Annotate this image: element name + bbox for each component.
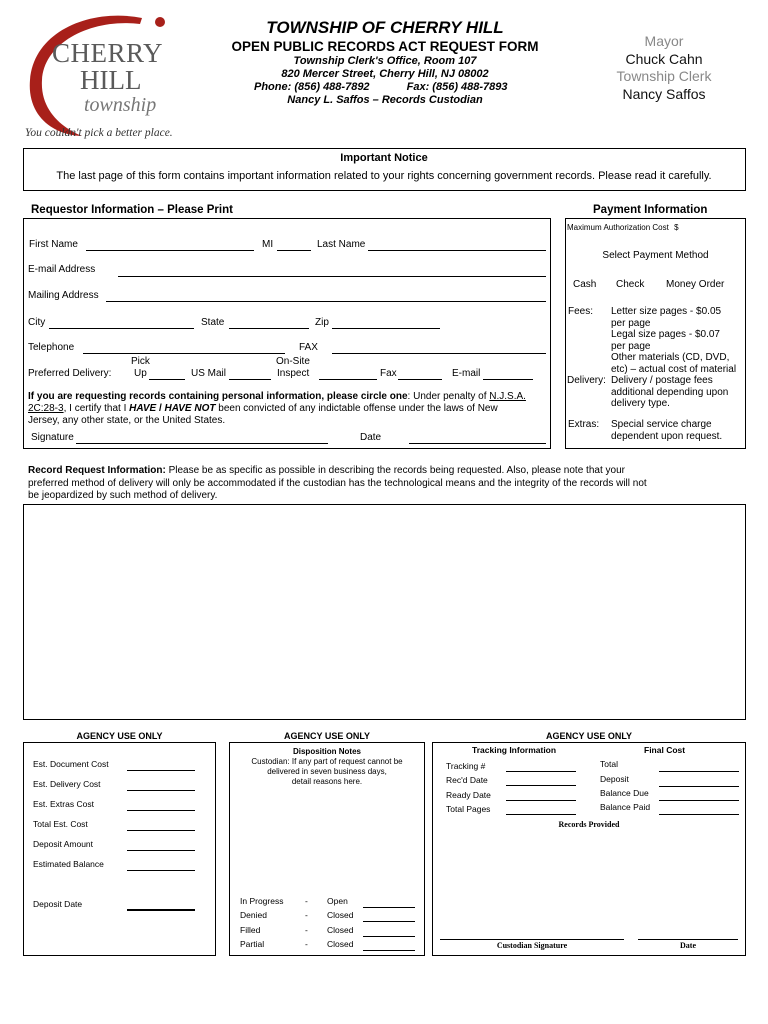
cost-row-5-label: Estimated Balance (33, 859, 104, 869)
custodian-signature-label: Custodian Signature (496, 941, 568, 950)
have-option[interactable]: HAVE (129, 403, 157, 414)
fees-details (611, 306, 745, 375)
extras-label: Extras: (568, 419, 600, 430)
status-1-field[interactable] (363, 921, 415, 922)
logo-word-cherry: CHERRY (52, 38, 164, 68)
status-0-a: In Progress (240, 896, 284, 906)
status-3-b: Closed (327, 939, 354, 949)
clerk-label: Township Clerk (616, 68, 712, 84)
statute-ref: 2C:28-3 (28, 403, 64, 414)
pickup-top: Pick (131, 356, 150, 367)
mi-label: MI (262, 239, 274, 250)
record-request-textarea[interactable] (23, 504, 746, 720)
max-cost-field[interactable] (696, 232, 740, 233)
pickup-field[interactable] (149, 379, 185, 380)
status-3-dash: - (305, 939, 308, 949)
status-2-a: Filled (240, 925, 261, 935)
select-payment-label: Select Payment Method (602, 250, 709, 261)
money-order-option[interactable]: Money Order (666, 279, 725, 290)
status-0-dash: - (305, 896, 308, 906)
last-name-field[interactable] (368, 250, 546, 251)
certify-text: , I certify that I (63, 403, 130, 414)
fee-letter: Letter size pages - $0.05 (611, 306, 722, 317)
cost-row-4-field[interactable] (127, 850, 195, 851)
fax-label: FAX (299, 342, 318, 353)
fees-label: Fees: (568, 306, 594, 317)
signature-field[interactable] (76, 443, 328, 444)
usmail-label: US Mail (191, 368, 227, 379)
cost-row-0-field[interactable] (127, 770, 195, 771)
clerk-name: Nancy Saffos (622, 86, 706, 102)
agency-heading-1: AGENCY USE ONLY (76, 731, 163, 741)
email-delivery-field[interactable] (483, 379, 533, 380)
extras-line2: dependent upon request. (611, 430, 723, 442)
status-3-field[interactable] (363, 950, 415, 951)
records-provided-label: Records Provided (558, 820, 620, 829)
fee-other: Other materials (CD, DVD, (611, 352, 730, 363)
first-name-field[interactable] (86, 250, 254, 251)
cost-row-2-label: Est. Extras Cost (33, 799, 94, 809)
have-slash: / (156, 403, 165, 414)
logo-tagline: You couldn't pick a better place. (25, 127, 173, 139)
custodian-date-label: Date (680, 941, 696, 950)
agency-cost-box (23, 742, 216, 956)
tracking-heading: Tracking Information (472, 745, 557, 755)
max-cost-label (567, 223, 679, 232)
have-not-option[interactable]: HAVE NOT (164, 403, 216, 414)
deposit-date-field[interactable] (127, 909, 195, 911)
delivery-line3: delivery type. (611, 398, 670, 409)
record-request-instructions (28, 465, 743, 503)
notice-heading: Important Notice (340, 152, 428, 164)
zip-label: Zip (315, 317, 329, 328)
city-label: City (28, 317, 46, 328)
disposition-line1: Custodian: If any part of request cannot be (251, 757, 403, 766)
address-line: 820 Mercer Street, Cherry Hill, NJ 08002 (281, 68, 489, 80)
final-row-2-field[interactable] (659, 800, 739, 801)
delivery-line1: Delivery / postage fees (611, 375, 713, 386)
status-2-b: Closed (327, 925, 354, 935)
cost-row-1-label: Est. Delivery Cost (33, 779, 101, 789)
date-field[interactable] (409, 443, 546, 444)
payment-heading: Payment Information (593, 204, 708, 216)
record-request-label: Record Request Information: (28, 465, 166, 476)
delivery-line2: additional depending upon (611, 386, 729, 398)
final-row-3-label: Balance Paid (600, 802, 651, 812)
cost-row-3-field[interactable] (127, 830, 195, 831)
onsite-top: On-Site (276, 356, 310, 367)
form-subtitle: OPEN PUBLIC RECORDS ACT REQUEST FORM (231, 39, 539, 54)
last-name-label: Last Name (317, 239, 366, 250)
tracking-row-2-label: Ready Date (446, 790, 491, 800)
email-delivery-label: E-mail (452, 368, 481, 379)
signature-label: Signature (31, 432, 74, 443)
final-row-0-label: Total (600, 759, 618, 769)
tracking-row-0-field[interactable] (506, 771, 576, 772)
final-row-0-field[interactable] (659, 771, 739, 772)
fax-delivery-label: Fax (380, 368, 397, 379)
tracking-row-1-label: Rec'd Date (446, 775, 488, 785)
onsite-bottom: Inspect (277, 368, 310, 379)
onsite-field[interactable] (319, 379, 377, 380)
state-field[interactable] (229, 328, 309, 329)
tracking-row-3-field[interactable] (506, 814, 576, 815)
fee-legal: Legal size pages - $0.07 (611, 329, 720, 340)
agency-heading-2: AGENCY USE ONLY (283, 731, 371, 741)
personal-info-part3: Jersey, any other state, or the United States. (28, 415, 226, 426)
phone-line (254, 81, 574, 93)
njsa-ref: N.J.S.A. (489, 391, 526, 402)
tracking-row-2-field[interactable] (506, 800, 576, 801)
telephone-label: Telephone (28, 342, 75, 353)
usmail-field[interactable] (229, 379, 271, 380)
fee-letter-unit: per page (611, 317, 651, 329)
mi-field[interactable] (277, 250, 311, 251)
agency-heading-3: AGENCY USE ONLY (545, 731, 633, 741)
status-1-b: Closed (327, 910, 354, 920)
mailing-label: Mailing Address (28, 290, 99, 301)
requestor-heading: Requestor Information – Please Print (31, 204, 233, 216)
status-0-field[interactable] (363, 907, 415, 908)
final-row-1-field[interactable] (659, 786, 739, 787)
record-request-line1: Please be as specific as possible in describing the records being requested. Also, please note that your (165, 465, 625, 476)
first-name-label: First Name (29, 239, 78, 250)
date-label: Date (360, 432, 382, 443)
record-request-line3: be jeopardized by such method of delivery. (28, 490, 218, 501)
record-request-line2: preferred method of delivery will only be accommodated if the custodian has the technological means and the integrity of the records will not (28, 477, 647, 489)
delivery-label: Delivery: (567, 375, 606, 386)
fee-legal-unit: per page (611, 340, 651, 352)
personal-info-bold: If you are requesting records containing personal information, please circle one (28, 391, 408, 402)
cash-option[interactable]: Cash (573, 279, 597, 290)
cost-row-4-label: Deposit Amount (33, 839, 94, 849)
form-title: TOWNSHIP OF CHERRY HILL (266, 18, 504, 37)
extras-line1: Special service charge (611, 419, 712, 430)
final-cost-heading: Final Cost (644, 745, 686, 755)
cost-row-0-label: Est. Document Cost (33, 759, 109, 769)
personal-info-part2: been convicted of any indictable offense under the laws of New (215, 403, 498, 414)
tracking-row-1-field[interactable] (506, 785, 576, 786)
status-2-dash: - (305, 925, 308, 935)
notice-text: The last page of this form contains important information related to your rights concerning government records. Please read it carefully. (56, 170, 712, 182)
deposit-date-label: Deposit Date (33, 899, 83, 909)
fax-field[interactable] (332, 353, 546, 354)
custodian-date-field[interactable] (638, 939, 738, 940)
mayor-label: Mayor (644, 33, 684, 49)
telephone-field[interactable] (83, 353, 285, 354)
cost-row-1-field[interactable] (127, 790, 195, 791)
max-cost-text: Maximum Authorization Cost (567, 223, 669, 232)
email-label: E-mail Address (28, 264, 96, 275)
status-0-b: Open (327, 896, 348, 906)
city-field[interactable] (49, 328, 194, 329)
custodian-line: Nancy L. Saffos – Records Custodian (287, 94, 483, 106)
custodian-signature-field[interactable] (440, 939, 624, 940)
delivery-details (611, 375, 745, 410)
status-1-a: Denied (240, 910, 267, 920)
cost-row-3-label: Total Est. Cost (33, 819, 88, 829)
pickup-bottom: Up (134, 368, 147, 379)
personal-info-statement (28, 391, 543, 427)
important-notice-box (23, 148, 746, 191)
office-line: Township Clerk's Office, Room 107 (293, 55, 477, 67)
disposition-line2: delivered in seven business days, (267, 767, 387, 776)
disposition-heading: Disposition Notes (292, 747, 361, 756)
personal-info-part1: : Under penalty of (407, 391, 490, 402)
zip-field[interactable] (332, 328, 440, 329)
final-row-2-label: Balance Due (600, 788, 649, 798)
check-option[interactable]: Check (616, 279, 645, 290)
fee-other-cost: etc) – actual cost of material (611, 363, 737, 375)
status-3-a: Partial (240, 939, 265, 949)
final-row-3-field[interactable] (659, 814, 739, 815)
township-logo (22, 10, 182, 145)
status-1-dash: - (305, 910, 308, 920)
extras-details (611, 419, 745, 442)
fax-number: Fax: (856) 488-7893 (406, 81, 508, 93)
mayor-name: Chuck Cahn (625, 51, 703, 67)
preferred-delivery-label: Preferred Delivery: (28, 368, 112, 379)
status-2-field[interactable] (363, 936, 415, 937)
cost-row-2-field[interactable] (127, 810, 195, 811)
disposition-line3: detail reasons here. (291, 777, 363, 786)
phone-number: Phone: (856) 488-7892 (254, 81, 370, 93)
dollar-sign: $ (674, 223, 679, 232)
cost-row-5-field[interactable] (127, 870, 195, 871)
tracking-row-3-label: Total Pages (446, 804, 491, 814)
mailing-field[interactable] (106, 301, 546, 302)
final-row-1-label: Deposit (600, 774, 629, 784)
email-field[interactable] (118, 276, 546, 277)
tracking-row-0-label: Tracking # (446, 761, 486, 771)
logo-word-township: township (84, 94, 157, 116)
fax-delivery-field[interactable] (398, 379, 442, 380)
logo-word-hill: HILL (80, 65, 142, 95)
state-label: State (201, 317, 225, 328)
